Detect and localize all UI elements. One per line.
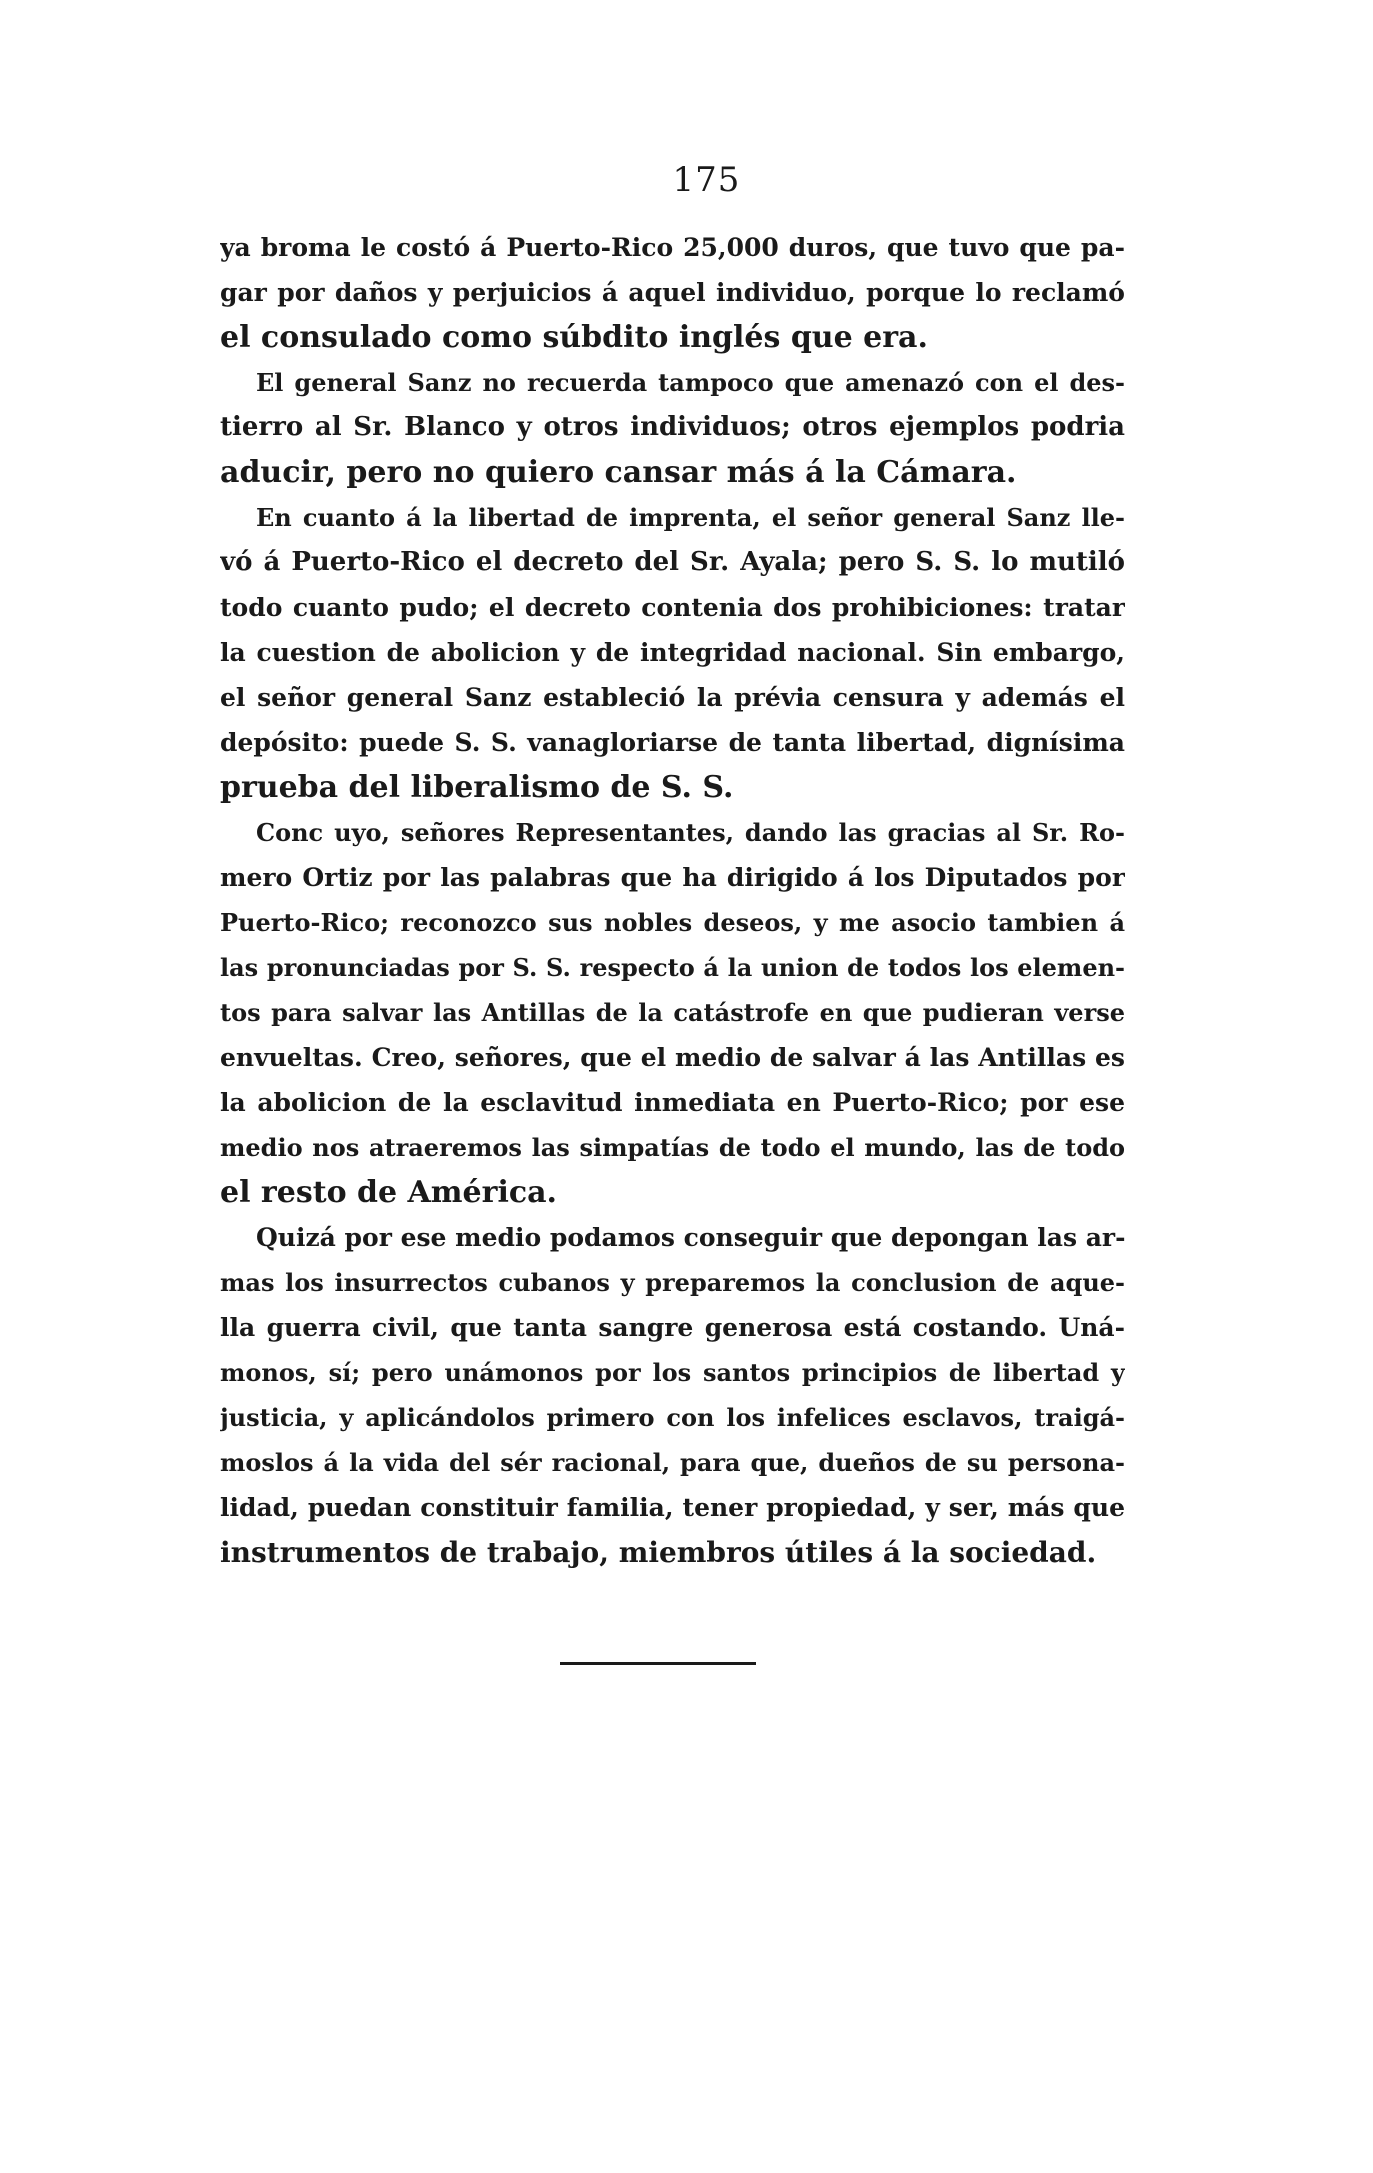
text-line: tos para salvar las Antillas de la catástrofe en que pudieran verse	[220, 998, 1125, 1027]
text-line: prueba del liberalismo de S. S.	[220, 770, 734, 805]
text-line: mero Ortiz por las palabras que ha dirigido á los Diputados por	[220, 863, 1125, 892]
text-line: depósito: puede S. S. vanagloriarse de tanta libertad, dignísima	[220, 728, 1125, 757]
text-line: El general Sanz no recuerda tampoco que amenazó con el des-	[256, 368, 1125, 397]
text-line: monos, sí; pero unámonos por los santos principios de libertad y	[220, 1358, 1125, 1387]
text-line: Quizá por ese medio podamos conseguir que depongan las ar-	[256, 1223, 1125, 1252]
text-line: tierro al Sr. Blanco y otros individuos; otros ejemplos podria	[220, 412, 1125, 442]
text-line: todo cuanto pudo; el decreto contenia dos prohibiciones: tratar	[220, 593, 1125, 622]
text-line: moslos á la vida del sér racional, para que, dueños de su persona-	[220, 1448, 1125, 1477]
page-number: 175	[672, 160, 741, 200]
body-text	[220, 225, 1125, 1575]
text-line: la cuestion de abolicion y de integridad nacional. Sin embargo,	[220, 638, 1125, 667]
text-line: lla guerra civil, que tanta sangre generosa está costando. Uná-	[220, 1313, 1125, 1342]
text-line: instrumentos de trabajo, miembros útiles á la sociedad.	[220, 1536, 1097, 1569]
text-line: En cuanto á la libertad de imprenta, el señor general Sanz lle-	[256, 503, 1125, 532]
text-line: envueltas. Creo, señores, que el medio de salvar á las Antillas es	[220, 1043, 1125, 1072]
text-line: lidad, puedan constituir familia, tener propiedad, y ser, más que	[220, 1493, 1125, 1522]
text-line: Conc uyo, señores Representantes, dando las gracias al Sr. Ro-	[256, 818, 1125, 847]
text-line: aducir, pero no quiero cansar más á la Cámara.	[220, 455, 1017, 490]
text-line: ya broma le costó á Puerto-Rico 25,000 duros, que tuvo que pa-	[220, 233, 1125, 262]
text-line: justicia, y aplicándolos primero con los infelices esclavos, traigá-	[220, 1403, 1125, 1432]
text-line: vó á Puerto-Rico el decreto del Sr. Ayala; pero S. S. lo mutiló	[220, 547, 1125, 577]
text-line: medio nos atraeremos las simpatías de todo el mundo, las de todo	[220, 1133, 1125, 1162]
text-line: el consulado como súbdito inglés que era.	[220, 320, 928, 355]
text-line: el señor general Sanz estableció la prévia censura y además el	[220, 683, 1125, 712]
text-line: gar por daños y perjuicios á aquel individuo, porque lo reclamó	[220, 278, 1125, 307]
text-line: las pronunciadas por S. S. respecto á la union de todos los elemen-	[220, 953, 1125, 982]
text-line: la abolicion de la esclavitud inmediata en Puerto-Rico; por ese	[220, 1088, 1125, 1117]
text-line: Puerto-Rico; reconozco sus nobles deseos, y me asocio tambien á	[220, 908, 1125, 937]
closing-rule	[560, 1662, 756, 1665]
text-line: el resto de América.	[220, 1175, 557, 1210]
text-line: mas los insurrectos cubanos y preparemos la conclusion de aque-	[220, 1268, 1125, 1297]
